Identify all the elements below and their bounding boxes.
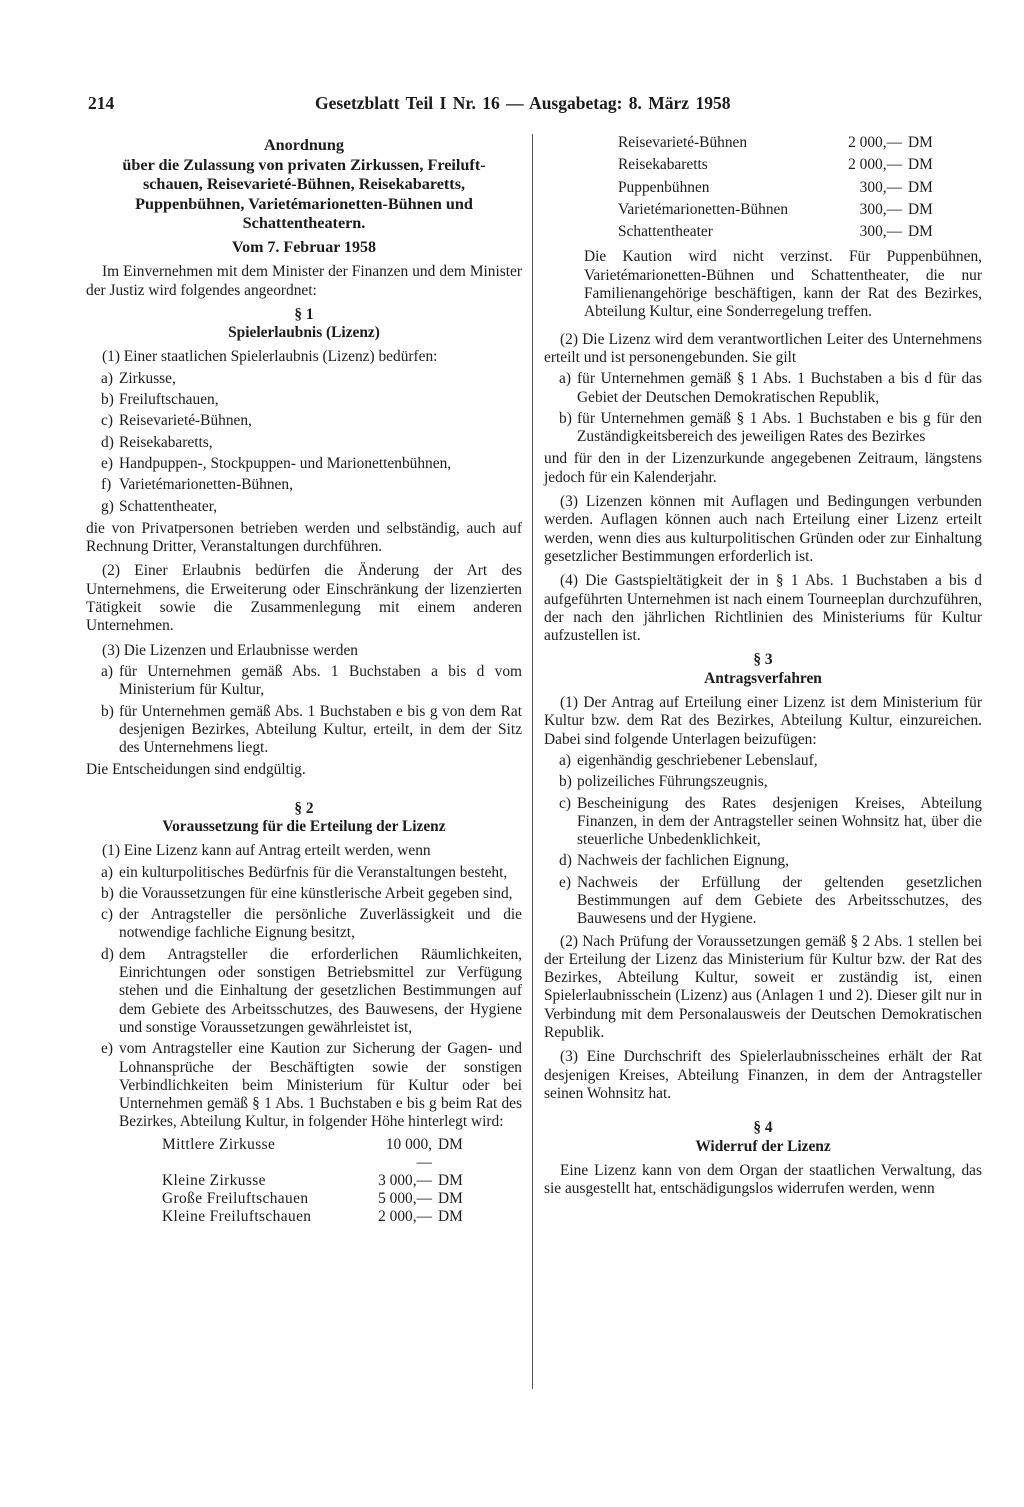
list-marker: b) [101, 702, 114, 720]
list-text: Handpuppen-, Stockpuppen- und Marionettenbühnen, [119, 454, 452, 472]
fee-amount: 5 000,— [378, 1189, 432, 1207]
fee-amount: 2 000,— [378, 1207, 432, 1225]
list-text: Nachweis der Erfüllung der geltenden gesetzlichen Bestimmungen auf dem Gebiete des Arbeitsschutzes, des Bauwesens und der Hygiene. [577, 873, 982, 928]
fee-name: Mittlere Zirkusse [162, 1135, 276, 1153]
fee-unit: DM [908, 178, 933, 196]
intro-paragraph: Im Einvernehmen mit dem Minister der Finanzen und dem Minister der Justiz wird folgendes angeordnet: [86, 263, 522, 299]
title-line: Schattentheatern. [242, 214, 366, 233]
list-marker: b) [559, 409, 572, 427]
fee-row [618, 132, 958, 154]
list-item [544, 773, 982, 791]
list-item [544, 410, 982, 447]
page-number: 214 [88, 93, 115, 113]
fee-amount: 300,— [859, 200, 902, 218]
list-text: für Unternehmen gemäß Abs. 1 Buchstaben a bis d vom Ministerium für Kultur, [119, 662, 522, 699]
fee-unit: DM [438, 1171, 463, 1189]
list-item [86, 703, 522, 758]
list-item [86, 498, 522, 516]
document-date: Vom 7. Februar 1958 [232, 238, 376, 256]
fee-unit: DM [908, 156, 933, 174]
title-line: Anordnung [263, 136, 345, 154]
s3-paragraph-1: (1) Der Antrag auf Erteilung einer Lizenz ist dem Ministerium für Kultur bzw. dem Rat des Bezirkes, Abteilung Kultur, einzureichen. Dabei sind folgende Unterlagen beizufügen: [544, 694, 982, 748]
list-item [544, 370, 982, 407]
s3-list [544, 752, 982, 929]
fee-amount: 3 000,— [378, 1171, 432, 1189]
fee-amount: 2 000,— [848, 134, 902, 151]
s4-paragraph-1: Eine Lizenz kann von dem Organ der staatlichen Verwaltung, das sie ausgestellt hat, entschädigungslos widerrufen werden, wenn [544, 1161, 982, 1198]
page-header [88, 93, 968, 119]
list-item [544, 852, 982, 870]
list-marker: e) [101, 454, 113, 472]
list-marker: c) [101, 906, 113, 924]
fee-unit: DM [438, 1135, 463, 1153]
list-item [544, 752, 982, 770]
fee-name: Kleine Zirkusse [162, 1171, 266, 1189]
list-marker: e) [559, 873, 571, 891]
s2-paragraph-1: (1) Eine Lizenz kann auf Antrag erteilt werden, wenn [102, 842, 431, 860]
list-text: Bescheinigung des Rates desjenigen Kreises, Abteilung Finanzen, in dem der Antragsteller seinen Wohnsitz hat, über die steuerliche Unbedenklichkeit, [577, 794, 982, 849]
list-marker: c) [559, 794, 571, 812]
list-marker: a) [559, 751, 571, 769]
list-item [544, 874, 982, 929]
list-item [86, 370, 522, 388]
fee-row [162, 1172, 482, 1190]
s3-paragraph-3: (3) Eine Durchschrift des Spielerlaubnisscheines erhält der Rat desjenigen Kreises, Abteilung Finanzen, in dem der Antragsteller seinen Wohnsitz hat. [544, 1048, 982, 1102]
list-marker: f) [101, 476, 112, 494]
list-marker: d) [101, 433, 114, 451]
list-text: Varietémarionetten-Bühnen, [119, 476, 293, 494]
title-line: über die Zulassung von privaten Zirkussen, Freiluft- [122, 155, 486, 174]
s1-paragraph-3: (3) Die Lizenzen und Erlaubnisse werden [102, 641, 358, 659]
list-text: Reisekabaretts, [119, 433, 213, 451]
list-text: vom Antragsteller eine Kaution zur Sicherung der Gagen- und Lohnansprüche der Beschäftigten sowie der sonstigen Verbindlichkeiten beim Ministerium für Kultur oder bei Unternehmen gemäß § 1 Abs. 1 Buchstaben e bis g beim Rat des Bezirkes, Abteilung Kultur, in folgender Höhe hinterlegt wird: [119, 1040, 522, 1131]
list-item [86, 864, 522, 882]
list-marker: a) [101, 863, 113, 881]
s1-list [86, 370, 522, 516]
fee-name: Große Freiluftschauen [162, 1189, 309, 1207]
list-marker: b) [101, 391, 114, 409]
s1-list-3 [86, 663, 522, 757]
document-title [86, 136, 522, 234]
list-text: polizeiliches Führungszeugnis, [577, 773, 768, 791]
s1-after-list: die von Privatpersonen betrieben werden und selbständig, auch auf Rechnung Dritter, Veranstaltungen durchführen. [86, 519, 522, 556]
fee-amount: 300,— [859, 223, 902, 241]
list-marker: a) [101, 662, 113, 680]
list-text: ein kulturpolitisches Bedürfnis für die Veranstaltungen besteht, [119, 863, 508, 881]
fee-name: Puppenbühnen [618, 178, 710, 196]
list-marker: g) [101, 497, 114, 515]
list-item [86, 455, 522, 473]
list-text: Freiluftschauen, [119, 391, 219, 409]
fee-row [162, 1208, 482, 1226]
section-4-number: § 4 [753, 1119, 773, 1137]
list-text: eigenhändig geschriebener Lebenslauf, [577, 751, 818, 769]
s2-paragraph-4: (4) Die Gastspieltätigkeit der in § 1 Abs. 1 Buchstaben a bis d aufgeführten Unternehmen ist nach einem Tourneeplan durchzuführen, der nach den jährlichen Richtlinien des Ministeriums für Kultur aufzustellen ist. [544, 572, 982, 645]
list-item [86, 946, 522, 1037]
section-2-number: § 2 [294, 799, 314, 817]
list-text: Schattentheater, [119, 497, 218, 515]
fee-name: Varietémarionetten-Bühnen [618, 200, 789, 218]
title-line: Puppenbühnen, Varietémarionetten-Bühnen und [135, 194, 473, 213]
s2-list [86, 864, 522, 1132]
list-text: für Unternehmen gemäß § 1 Abs. 1 Buchstaben e bis g für den Zuständigkeitsbereich des jeweiligen Rates des Bezirkes [577, 409, 982, 446]
column-divider [532, 134, 533, 1389]
fee-row [618, 154, 958, 176]
fee-amount: 10 000,— [385, 1135, 432, 1171]
kaution-table-continued [618, 132, 958, 243]
list-text: Reisevarieté-Bühnen, [119, 412, 252, 430]
s1-final: Die Entscheidungen sind endgültig. [86, 761, 306, 779]
fee-name: Kleine Freiluftschauen [162, 1207, 312, 1225]
s2-paragraph-3: (3) Lizenzen können mit Auflagen und Bedingungen verbunden werden. Auflagen können auch nach Erteilung einer Lizenz erteilt werden, wenn dies aus kulturpolitischen Gründen oder zur Einhaltung gesetzlicher Bestimmungen erforderlich ist. [544, 493, 982, 565]
fee-row [618, 221, 958, 243]
list-marker: a) [559, 370, 571, 388]
list-marker: b) [559, 773, 572, 791]
fee-amount: 2 000,— [848, 156, 902, 174]
section-1-number: § 1 [294, 305, 314, 323]
section-3-number: § 3 [753, 651, 773, 669]
list-text: dem Antragsteller die erforderlichen Räumlichkeiten, Einrichtungen oder sonstigen Betriebsmittel zur Verfügung stehen und die Einhaltung der gesetzlichen Bestimmungen auf dem Gebiete des Arbeitsschutzes, des Bauwesens, der Hygiene und sonstige Voraussetzungen gewährleistet ist, [119, 945, 522, 1036]
right-column [544, 136, 982, 1204]
fee-name: Reisekabaretts [618, 156, 708, 174]
list-text: der Antragsteller die persönliche Zuverlässigkeit und die notwendige fachliche Eignung besitzt, [119, 906, 522, 942]
fee-row [618, 177, 958, 199]
list-marker: c) [101, 412, 113, 430]
list-text: die Voraussetzungen für eine künstlerische Arbeit gegeben sind, [119, 884, 513, 902]
fee-unit: DM [438, 1189, 463, 1207]
running-header: Gesetzblatt Teil I Nr. 16 — Ausgabetag: 8. März 1958 [315, 93, 731, 113]
fee-name: Reisevarieté-Bühnen [618, 134, 748, 151]
s2-list-2 [544, 370, 982, 446]
list-marker: e) [101, 1040, 113, 1058]
section-4-heading: Widerruf der Lizenz [695, 1137, 831, 1155]
section-3-heading: Antragsverfahren [704, 669, 822, 687]
kaution-table [162, 1136, 482, 1226]
list-item [86, 885, 522, 903]
list-item [86, 434, 522, 452]
fee-unit: DM [908, 223, 933, 241]
s3-paragraph-2: (2) Nach Prüfung der Voraussetzungen gemäß § 2 Abs. 1 stellen bei der Erteilung der Lizenz das Ministerium für Kultur bzw. der Rat des Bezirkes, Abteilung Kultur, soweit er zuständig ist, einen Spielerlaubnisschein (Lizenz) aus (Anlagen 1 und 2). Dieser gilt nur in Verbindung mit dem Personalausweis der Deutschen Demokratischen Republik. [544, 932, 982, 1042]
fee-row [618, 199, 958, 221]
left-column [86, 136, 522, 1226]
list-text: Nachweis der fachlichen Eignung, [577, 852, 789, 870]
list-marker: d) [559, 852, 572, 870]
fee-unit: DM [438, 1207, 463, 1225]
list-item [86, 663, 522, 700]
list-item [86, 412, 522, 430]
s2-paragraph-2-after: und für den in der Lizenzurkunde angegebenen Zeitraum, längstens jedoch für ein Kalenderjahr. [544, 450, 982, 486]
list-text: Zirkusse, [119, 369, 176, 387]
fee-unit: DM [908, 134, 933, 151]
list-marker: b) [101, 884, 114, 902]
list-item [86, 476, 522, 494]
list-text: für Unternehmen gemäß § 1 Abs. 1 Buchstaben a bis d für das Gebiet der Deutschen Demokratischen Republik, [577, 370, 982, 406]
s1-paragraph-1: (1) Einer staatlichen Spielerlaubnis (Lizenz) bedürfen: [102, 348, 438, 366]
title-line: schauen, Reisevarieté-Bühnen, Reisekabaretts, [142, 175, 466, 194]
list-item [86, 1040, 522, 1131]
s2-paragraph-2: (2) Die Lizenz wird dem verantwortlichen Leiter des Unternehmens erteilt und ist personengebunden. Sie gilt [544, 330, 982, 366]
list-item [544, 795, 982, 850]
list-text: für Unternehmen gemäß Abs. 1 Buchstaben e bis g von dem Rat desjenigen Bezirkes, Abteilung Kultur, erteilt, in dem der Sitz des Unternehmens liegt. [119, 702, 522, 757]
list-item [86, 906, 522, 943]
s1-paragraph-2: (2) Einer Erlaubnis bedürfen die Änderung der Art des Unternehmens, die Erweiterung oder Einschränkung der lizenzierten Tätigkeit sowie die Zusammenlegung mit einem anderen Unternehmen. [86, 562, 522, 635]
list-marker: a) [101, 369, 113, 387]
fee-row [162, 1136, 482, 1172]
section-2-heading: Voraussetzung für die Erteilung der Lizenz [162, 817, 446, 835]
kaution-note: Die Kaution wird nicht verzinst. Für Puppenbühnen, Varietémarionetten-Bühnen und Schattentheater, die nur Familienangehörige beschäftigen, kann der Rat des Bezirkes, Abteilung Kultur, eine Sonderregelung treffen. [584, 248, 982, 321]
fee-unit: DM [908, 200, 933, 218]
list-marker: d) [101, 945, 114, 963]
list-item [86, 391, 522, 409]
fee-amount: 300,— [859, 178, 902, 196]
fee-name: Schattentheater [618, 223, 713, 241]
section-1-heading: Spielerlaubnis (Lizenz) [228, 324, 380, 342]
fee-row [162, 1190, 482, 1208]
